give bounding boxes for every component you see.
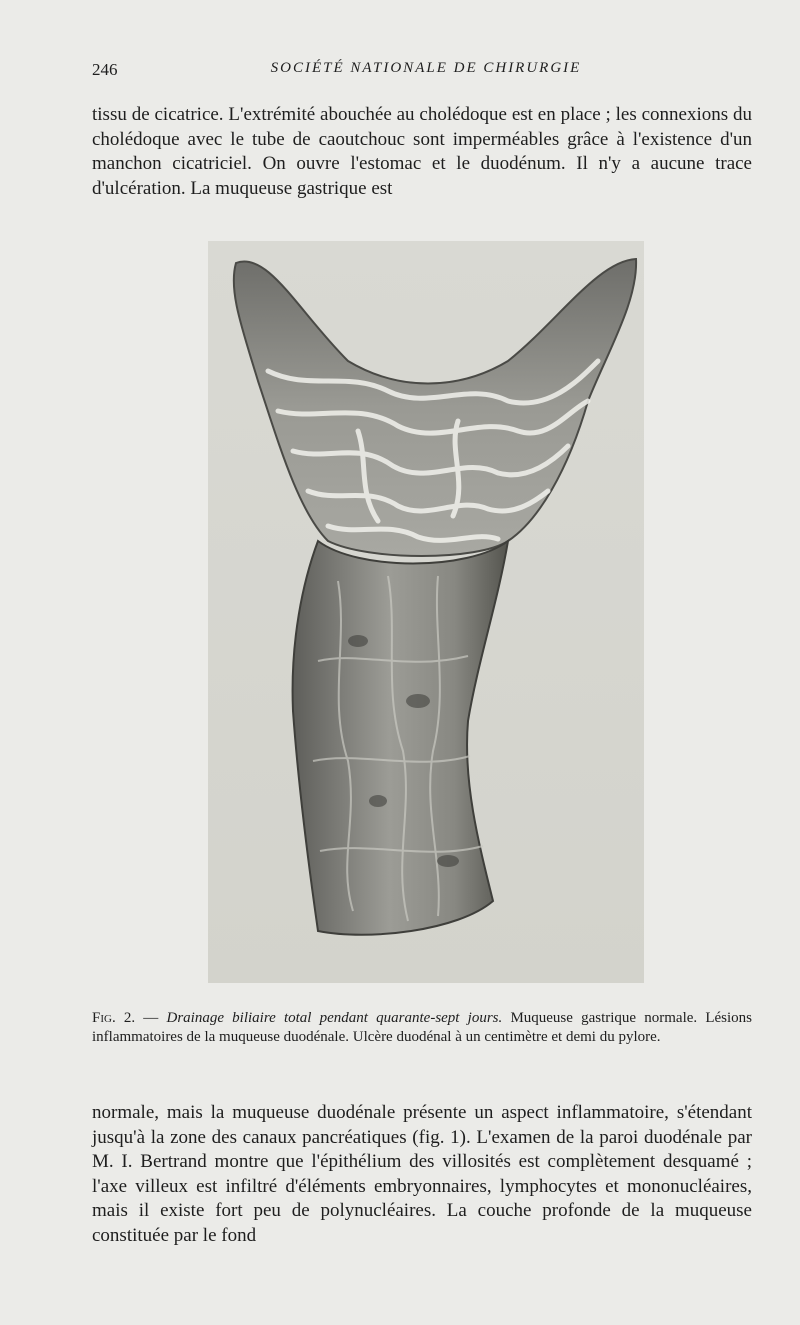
specimen-photograph (208, 241, 644, 983)
page-header (92, 60, 760, 86)
figure-caption (92, 1009, 752, 1047)
paragraph-bottom: normale, mais la muqueuse duodénale présente un aspect inflammatoire, s'étendant jusqu'à la zone des canaux pancréatiques (fig. 1). L'examen de la paroi duodénale par M. I. Bertrand montre que l'épithélium des villosités est complètement desquamé ; l'axe villeux est infiltré d'éléments embryonnaires, lymphocytes et mononucléaires, mais il existe fort peu de polynucléaires. La couche profonde de la muqueuse constituée par le fond (92, 1102, 752, 1246)
figure-description: Muqueuse gastrique normale. Lésions inflammatoires de la muqueuse duodénale. Ulcère duodénal à un centimètre et demi du pylore. (92, 1010, 753, 1045)
figure-label: Fig. 2. — (92, 1010, 159, 1026)
figure-title: Drainage biliaire total pendant quarante-sept jours. (166, 1010, 503, 1026)
paragraph-top: tissu de cicatrice. L'extrémité abouchée au cholédoque est en place ; les connexions du cholédoque avec le tube de caoutchouc sont imperméables grâce à l'existence d'un manchon cicatriciel. On ouvre l'estomac et le duodénum. Il n'y a aucune trace d'ulcération. La muqueuse gastrique est (92, 104, 752, 199)
specimen-illustration (208, 241, 644, 983)
page-number: 246 (92, 60, 118, 79)
running-head: SOCIÉTÉ NATIONALE DE CHIRURGIE (270, 60, 582, 76)
